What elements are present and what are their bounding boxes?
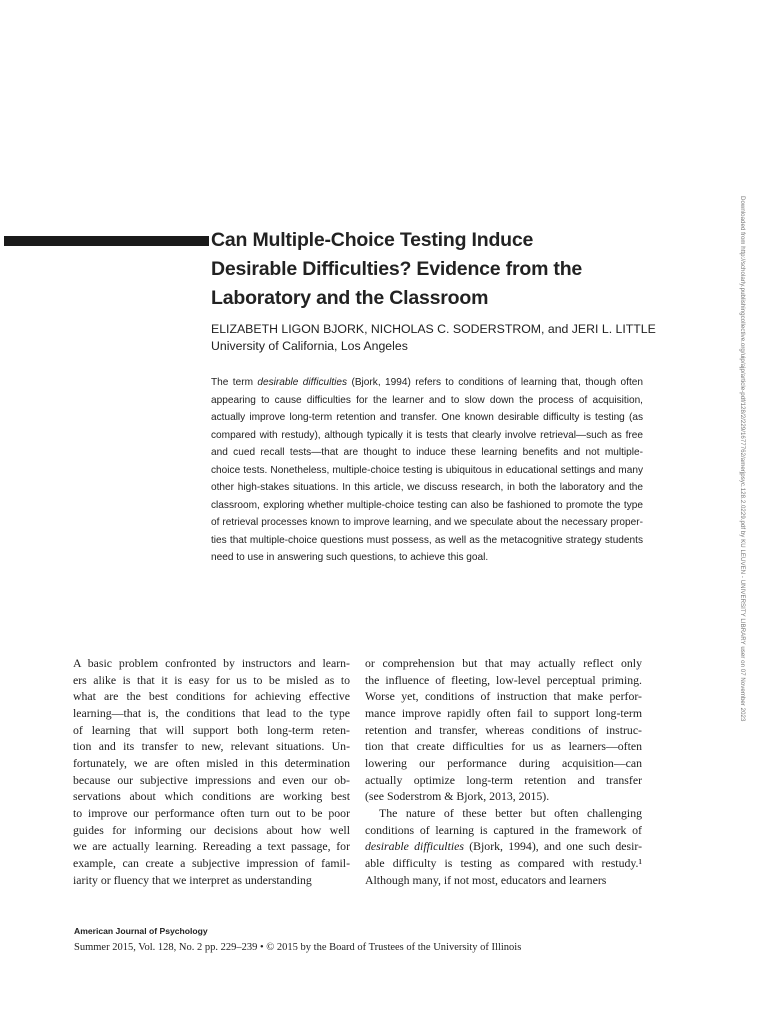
abstract-line: ties that multiple-choice questions must possess, as well as the metacognitive strategy students	[211, 534, 643, 546]
body-text-line: because our subjective impressions and even our ob-	[73, 772, 350, 787]
body-text-line: retention and transfer, whereas conditions of instruc-	[365, 722, 642, 737]
abstract-line: compared with restudy), although typically it is tests that clearly involve retrieval—such as free	[211, 429, 643, 441]
abstract-line: and cued recall tests—that are thought to induce these learning benefits and not multiple-	[211, 447, 643, 458]
body-text-line: learning—that is, the conditions that lead to the type	[73, 705, 350, 720]
italic-term: desirable difficulties	[365, 839, 464, 854]
body-text-line: servations about which conditions are working best	[73, 789, 350, 804]
body-text-line: example, can create a subjective impression of famil-	[73, 855, 350, 870]
italic-term: desirable difficulties	[257, 377, 348, 388]
article-title	[211, 226, 691, 313]
body-text-line: to improve our performance often turn out to be poor	[73, 805, 350, 820]
abstract-line: choice tests. Nonetheless, multiple-choice testing is ubiquitous in educational settings and many	[211, 464, 643, 476]
body-text-line: desirable difficulties (Bjork, 1994), and one such desir-	[365, 839, 642, 854]
abstract-line: actually improve long-term retention and transfer. One known desirable difficulty is testing (as	[211, 412, 643, 423]
abstract-line: other high-stakes situations. In this article, we discuss research, in both the laboratory and the	[211, 482, 643, 493]
body-text-line: tion that create difficulties for us as learners—often	[365, 739, 642, 754]
body-text-line: what are the best conditions for achieving effective	[73, 689, 350, 704]
abstract-line: classroom, exploring whether multiple-choice testing can also be fashioned to promote the type	[211, 499, 643, 511]
body-text-line: the influence of fleeting, low-level perceptual priming.	[365, 672, 642, 687]
abstract-line: The term desirable difficulties (Bjork, 1994) refers to conditions of learning that, though often	[211, 377, 643, 388]
abstract	[211, 374, 643, 567]
body-text-line: A basic problem confronted by instructors and learn-	[73, 656, 350, 670]
body-text-line: fortunately, we are often misled in this determination	[73, 755, 350, 770]
title-line: Can Multiple-Choice Testing Induce	[211, 229, 534, 251]
body-text-line: or comprehension but that may actually reflect only	[365, 656, 642, 670]
author-block	[211, 321, 691, 355]
journal-name: American Journal of Psychology	[74, 926, 208, 936]
body-text-line: ers alike is that it is easy for us to be misled as to	[73, 672, 350, 687]
body-text-line: able difficulty is testing as compared with restudy.¹	[365, 855, 642, 870]
body-text-line: conditions of learning is captured in the framework of	[365, 822, 642, 837]
body-text-line: The nature of these better but often challenging	[379, 805, 642, 820]
body-text-line: (see Soderstrom & Bjork, 2013, 2015).	[365, 789, 550, 804]
body-text-line: Although many, if not most, educators and learners	[365, 872, 607, 887]
download-notice: Downloaded from http://scholarly.publishingcollective.org/uip/ajp/article-pdf/128/2/229/1677762/amerjpsyc.128.2.0229.pdf by KU LEUVEN - UNIVERSITY LIBRARY user on 07 November 2023	[739, 196, 746, 722]
title-rule-bar	[4, 236, 209, 246]
author-affiliation: University of California, Los Angeles	[211, 339, 408, 353]
body-column-left	[73, 655, 350, 888]
body-text-line: lowering our performance during acquisition—can	[365, 755, 642, 770]
body-column-right	[365, 655, 642, 888]
body-text-line: tion and its transfer to new, relevant situations. Un-	[73, 739, 350, 754]
body-text-line: Worse yet, conditions of instruction that make perfor-	[365, 689, 642, 704]
abstract-line: appearing to cause difficulties for the learner and to slow down the process of acquisition,	[211, 394, 643, 406]
citation-line: Summer 2015, Vol. 128, No. 2 pp. 229–239 • © 2015 by the Board of Trustees of the University of Illinois	[74, 942, 522, 953]
body-text-line: guides for informing our decisions about how well	[73, 822, 350, 837]
body-text-line: actually optimize long-term retention and transfer	[365, 772, 642, 787]
title-line: Desirable Difficulties? Evidence from the	[211, 258, 583, 280]
body-text-line: iarity or fluency that we interpret as understanding	[73, 872, 312, 887]
abstract-line: need to use in answering such questions, to achieve this goal.	[211, 552, 489, 563]
body-text-line: mance improve rapidly often fail to support long-term	[365, 705, 642, 720]
title-line: Laboratory and the Classroom	[211, 287, 489, 309]
author-names: ELIZABETH LIGON BJORK, NICHOLAS C. SODERSTROM, and JERI L. LITTLE	[211, 322, 656, 336]
body-text-line: of learning that will support both long-term reten-	[73, 722, 350, 737]
abstract-line: of retrieval processes known to improve learning, and we speculate about the necessary proper-	[211, 517, 643, 528]
body-text-line: we are actually learning. Rereading a text passage, for	[73, 839, 350, 854]
